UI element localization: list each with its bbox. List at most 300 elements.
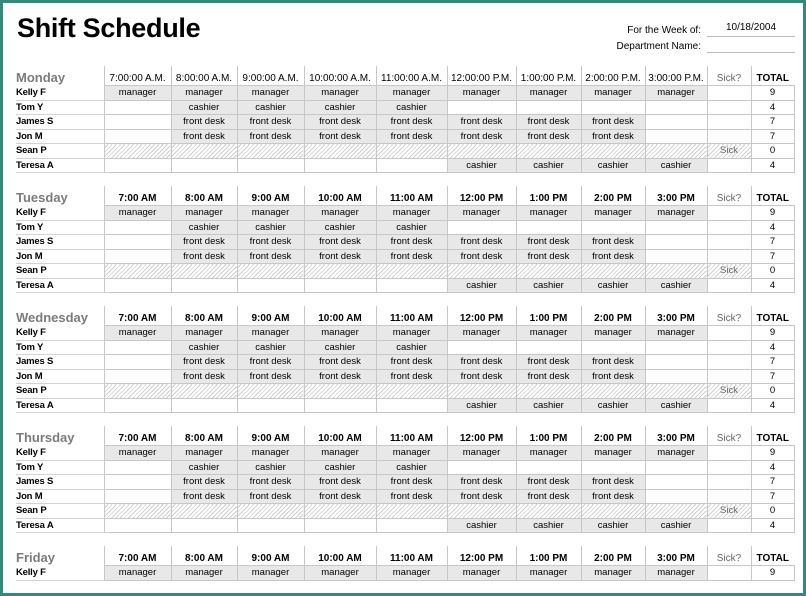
shift-cell[interactable] [304, 504, 376, 519]
employee-name: Jon M [16, 369, 104, 384]
time-header: 10:00:00 A.M. [304, 66, 376, 86]
shift-cell[interactable]: cashier [447, 398, 516, 413]
shift-cell[interactable] [581, 100, 645, 115]
shift-cell[interactable] [376, 518, 447, 533]
shift-cell[interactable] [645, 235, 707, 250]
shift-cell[interactable]: front desk [304, 115, 376, 130]
shift-cell[interactable]: cashier [376, 100, 447, 115]
shift-cell[interactable]: manager [376, 446, 447, 461]
shift-cell[interactable]: cashier [645, 518, 707, 533]
total-cell: 7 [751, 115, 794, 130]
shift-cell[interactable]: manager [645, 206, 707, 221]
shift-cell[interactable]: manager [376, 206, 447, 221]
shift-cell[interactable]: cashier [237, 220, 304, 235]
shift-cell[interactable]: front desk [447, 235, 516, 250]
sick-cell[interactable] [707, 566, 751, 581]
employee-name: Kelly F [16, 326, 104, 341]
shift-cell[interactable]: cashier [581, 158, 645, 173]
shift-cell[interactable]: manager [104, 326, 171, 341]
shift-cell[interactable]: manager [516, 566, 581, 581]
shift-cell[interactable] [171, 158, 237, 173]
shift-cell[interactable]: cashier [304, 100, 376, 115]
shift-cell[interactable]: front desk [304, 249, 376, 264]
shift-cell[interactable]: manager [376, 566, 447, 581]
shift-cell[interactable]: cashier [447, 278, 516, 293]
shift-cell[interactable] [237, 264, 304, 279]
table-row [16, 475, 794, 490]
shift-cell[interactable] [171, 504, 237, 519]
sick-cell[interactable] [707, 249, 751, 264]
employee-name: Jon M [16, 249, 104, 264]
shift-cell[interactable]: front desk [376, 475, 447, 490]
employee-name: Sean P [16, 504, 104, 519]
shift-cell[interactable]: cashier [447, 518, 516, 533]
sick-cell[interactable] [707, 489, 751, 504]
shift-cell[interactable]: manager [171, 446, 237, 461]
shift-cell[interactable] [304, 398, 376, 413]
shift-cell[interactable]: manager [304, 206, 376, 221]
shift-cell[interactable]: front desk [516, 235, 581, 250]
shift-cell[interactable]: manager [104, 86, 171, 101]
shift-cell[interactable] [171, 384, 237, 399]
shift-cell[interactable]: cashier [447, 158, 516, 173]
shift-cell[interactable] [645, 475, 707, 490]
shift-cell[interactable] [645, 220, 707, 235]
shift-cell[interactable]: front desk [171, 249, 237, 264]
shift-cell[interactable]: manager [171, 86, 237, 101]
shift-cell[interactable] [516, 460, 581, 475]
shift-cell[interactable]: manager [581, 86, 645, 101]
shift-cell[interactable]: front desk [171, 115, 237, 130]
shift-cell[interactable] [104, 100, 171, 115]
shift-cell[interactable] [581, 144, 645, 159]
shift-cell[interactable]: cashier [237, 100, 304, 115]
shift-cell[interactable]: front desk [516, 489, 581, 504]
shift-cell[interactable] [104, 460, 171, 475]
shift-cell[interactable]: cashier [516, 158, 581, 173]
time-header: 8:00:00 A.M. [171, 66, 237, 86]
sick-cell[interactable]: Sick [707, 144, 751, 159]
shift-cell[interactable] [516, 220, 581, 235]
employee-name: James S [16, 355, 104, 370]
shift-cell[interactable] [171, 278, 237, 293]
shift-cell[interactable]: front desk [447, 489, 516, 504]
shift-cell[interactable]: manager [447, 326, 516, 341]
shift-cell[interactable]: front desk [237, 115, 304, 130]
shift-cell[interactable]: front desk [304, 489, 376, 504]
shift-cell[interactable]: manager [376, 326, 447, 341]
shift-cell[interactable]: manager [581, 206, 645, 221]
shift-cell[interactable] [171, 144, 237, 159]
sick-cell[interactable]: Sick [707, 264, 751, 279]
shift-cell[interactable] [516, 504, 581, 519]
shift-cell[interactable] [581, 504, 645, 519]
shift-cell[interactable] [104, 369, 171, 384]
sick-header: Sick? [707, 306, 751, 326]
total-cell: 7 [751, 235, 794, 250]
sick-cell[interactable] [707, 129, 751, 144]
sick-cell[interactable] [707, 220, 751, 235]
shift-cell[interactable]: front desk [447, 249, 516, 264]
shift-cell[interactable]: cashier [581, 398, 645, 413]
sick-cell[interactable] [707, 446, 751, 461]
shift-cell[interactable] [304, 144, 376, 159]
shift-cell[interactable]: front desk [516, 115, 581, 130]
shift-cell[interactable]: cashier [376, 220, 447, 235]
day-spacer [16, 413, 794, 426]
sick-cell[interactable] [707, 100, 751, 115]
shift-cell[interactable]: front desk [304, 475, 376, 490]
shift-cell[interactable]: front desk [581, 115, 645, 130]
shift-cell[interactable]: manager [447, 566, 516, 581]
time-header: 12:00 PM [447, 426, 516, 446]
time-header: 7:00 AM [104, 186, 171, 206]
shift-cell[interactable]: front desk [581, 489, 645, 504]
shift-cell[interactable]: manager [516, 206, 581, 221]
shift-cell[interactable]: cashier [171, 100, 237, 115]
total-cell: 7 [751, 489, 794, 504]
shift-cell[interactable]: cashier [516, 518, 581, 533]
shift-cell[interactable]: manager [171, 566, 237, 581]
shift-cell[interactable] [447, 220, 516, 235]
total-cell: 4 [751, 518, 794, 533]
shift-cell[interactable]: front desk [304, 129, 376, 144]
shift-cell[interactable] [581, 340, 645, 355]
shift-cell[interactable]: manager [447, 446, 516, 461]
shift-cell[interactable] [516, 100, 581, 115]
sick-cell[interactable] [707, 460, 751, 475]
shift-cell[interactable]: front desk [376, 249, 447, 264]
shift-cell[interactable]: manager [237, 566, 304, 581]
shift-cell[interactable]: manager [645, 326, 707, 341]
sick-cell[interactable] [707, 355, 751, 370]
shift-cell[interactable] [304, 384, 376, 399]
shift-cell[interactable]: cashier [237, 460, 304, 475]
shift-cell[interactable]: manager [645, 86, 707, 101]
shift-cell[interactable] [376, 384, 447, 399]
shift-cell[interactable] [104, 278, 171, 293]
shift-cell[interactable]: manager [237, 86, 304, 101]
shift-cell[interactable] [645, 100, 707, 115]
shift-cell[interactable] [171, 518, 237, 533]
shift-cell[interactable] [104, 249, 171, 264]
shift-cell[interactable]: cashier [516, 278, 581, 293]
shift-cell[interactable] [645, 489, 707, 504]
shift-cell[interactable]: front desk [237, 489, 304, 504]
time-header: 8:00 AM [171, 426, 237, 446]
shift-cell[interactable] [104, 235, 171, 250]
shift-cell[interactable] [645, 129, 707, 144]
sick-cell[interactable] [707, 475, 751, 490]
shift-cell[interactable] [171, 398, 237, 413]
shift-cell[interactable] [516, 264, 581, 279]
time-header: 12:00:00 P.M. [447, 66, 516, 86]
shift-cell[interactable] [447, 504, 516, 519]
sick-cell[interactable] [707, 278, 751, 293]
shift-cell[interactable] [376, 264, 447, 279]
sick-cell[interactable] [707, 398, 751, 413]
department-field[interactable] [707, 38, 795, 53]
shift-cell[interactable] [376, 278, 447, 293]
shift-cell[interactable] [237, 158, 304, 173]
day-name: Tuesday [16, 189, 68, 205]
shift-cell[interactable]: front desk [376, 489, 447, 504]
shift-cell[interactable] [447, 144, 516, 159]
shift-cell[interactable]: front desk [171, 475, 237, 490]
time-header: 9:00 AM [237, 186, 304, 206]
shift-cell[interactable] [237, 384, 304, 399]
time-header: 3:00 PM [645, 426, 707, 446]
shift-cell[interactable]: manager [171, 326, 237, 341]
shift-cell[interactable]: manager [516, 446, 581, 461]
shift-cell[interactable] [376, 158, 447, 173]
shift-cell[interactable]: front desk [171, 355, 237, 370]
shift-cell[interactable]: manager [104, 566, 171, 581]
shift-cell[interactable] [645, 144, 707, 159]
shift-cell[interactable]: manager [581, 326, 645, 341]
day-spacer [16, 533, 794, 546]
shift-cell[interactable] [104, 489, 171, 504]
sick-cell[interactable] [707, 86, 751, 101]
shift-cell[interactable] [645, 340, 707, 355]
shift-cell[interactable] [447, 460, 516, 475]
shift-cell[interactable]: front desk [516, 475, 581, 490]
time-header: 11:00 AM [376, 426, 447, 446]
shift-cell[interactable] [645, 384, 707, 399]
shift-cell[interactable] [237, 398, 304, 413]
table-row [16, 518, 794, 533]
shift-cell[interactable] [516, 144, 581, 159]
shift-cell[interactable]: manager [237, 326, 304, 341]
shift-cell[interactable]: manager [171, 206, 237, 221]
shift-cell[interactable]: front desk [581, 235, 645, 250]
shift-cell[interactable] [447, 340, 516, 355]
shift-cell[interactable]: cashier [304, 220, 376, 235]
shift-cell[interactable] [376, 398, 447, 413]
shift-cell[interactable] [304, 518, 376, 533]
shift-cell[interactable]: cashier [645, 398, 707, 413]
shift-cell[interactable]: front desk [376, 115, 447, 130]
shift-cell[interactable]: cashier [376, 460, 447, 475]
shift-cell[interactable] [237, 278, 304, 293]
shift-cell[interactable]: front desk [237, 369, 304, 384]
shift-cell[interactable] [104, 129, 171, 144]
shift-cell[interactable] [104, 475, 171, 490]
shift-cell[interactable]: manager [447, 206, 516, 221]
shift-cell[interactable]: cashier [581, 278, 645, 293]
table-row [16, 384, 794, 399]
shift-cell[interactable] [104, 355, 171, 370]
shift-cell[interactable]: front desk [447, 115, 516, 130]
shift-cell[interactable]: cashier [171, 460, 237, 475]
shift-cell[interactable]: front desk [376, 235, 447, 250]
sick-cell[interactable] [707, 206, 751, 221]
shift-cell[interactable] [104, 398, 171, 413]
shift-cell[interactable] [104, 518, 171, 533]
shift-cell[interactable]: cashier [171, 220, 237, 235]
shift-cell[interactable]: front desk [447, 129, 516, 144]
shift-cell[interactable]: front desk [516, 249, 581, 264]
sick-cell[interactable] [707, 340, 751, 355]
shift-cell[interactable] [645, 264, 707, 279]
shift-cell[interactable]: cashier [581, 518, 645, 533]
shift-cell[interactable]: front desk [447, 355, 516, 370]
shift-cell[interactable] [581, 220, 645, 235]
shift-cell[interactable]: front desk [376, 129, 447, 144]
total-cell: 9 [751, 446, 794, 461]
shift-cell[interactable] [171, 264, 237, 279]
shift-cell[interactable]: manager [581, 446, 645, 461]
sick-cell[interactable]: Sick [707, 504, 751, 519]
shift-cell[interactable] [447, 264, 516, 279]
time-header: 9:00:00 A.M. [237, 66, 304, 86]
time-header: 7:00 AM [104, 306, 171, 326]
shift-cell[interactable]: front desk [237, 235, 304, 250]
shift-cell[interactable] [304, 264, 376, 279]
shift-cell[interactable]: front desk [171, 235, 237, 250]
shift-cell[interactable] [645, 249, 707, 264]
table-row [16, 355, 794, 370]
shift-cell[interactable]: manager [304, 326, 376, 341]
shift-cell[interactable]: front desk [516, 369, 581, 384]
shift-cell[interactable]: front desk [447, 475, 516, 490]
shift-cell[interactable]: front desk [171, 489, 237, 504]
total-cell: 9 [751, 326, 794, 341]
sick-cell[interactable] [707, 235, 751, 250]
shift-cell[interactable] [645, 115, 707, 130]
shift-cell[interactable] [104, 264, 171, 279]
table-row [16, 460, 794, 475]
shift-cell[interactable]: cashier [376, 340, 447, 355]
sick-cell[interactable]: Sick [707, 384, 751, 399]
week-field[interactable]: 10/18/2004 [707, 22, 795, 37]
sick-cell[interactable] [707, 518, 751, 533]
shift-cell[interactable]: manager [645, 446, 707, 461]
table-row [16, 220, 794, 235]
shift-cell[interactable]: front desk [581, 129, 645, 144]
shift-cell[interactable]: manager [447, 86, 516, 101]
shift-cell[interactable]: manager [104, 446, 171, 461]
shift-cell[interactable]: manager [516, 326, 581, 341]
time-header: 1:00 PM [516, 306, 581, 326]
shift-cell[interactable]: front desk [237, 355, 304, 370]
sick-cell[interactable] [707, 158, 751, 173]
sick-cell[interactable] [707, 369, 751, 384]
shift-cell[interactable]: front desk [304, 355, 376, 370]
shift-cell[interactable] [104, 220, 171, 235]
shift-cell[interactable]: front desk [237, 475, 304, 490]
shift-cell[interactable] [376, 144, 447, 159]
employee-name: Sean P [16, 264, 104, 279]
shift-cell[interactable] [516, 384, 581, 399]
day-table-tuesday [16, 186, 795, 293]
shift-cell[interactable]: manager [304, 86, 376, 101]
time-header: 8:00 AM [171, 306, 237, 326]
shift-cell[interactable]: front desk [581, 475, 645, 490]
shift-cell[interactable]: front desk [581, 249, 645, 264]
shift-cell[interactable] [104, 115, 171, 130]
shift-cell[interactable] [581, 264, 645, 279]
employee-name: Jon M [16, 129, 104, 144]
shift-cell[interactable] [104, 158, 171, 173]
shift-cell[interactable]: front desk [581, 369, 645, 384]
total-header: TOTAL [751, 426, 794, 446]
shift-cell[interactable] [104, 144, 171, 159]
shift-cell[interactable] [516, 340, 581, 355]
total-header: TOTAL [751, 66, 794, 86]
day-name: Wednesday [16, 309, 89, 325]
shift-cell[interactable]: front desk [304, 235, 376, 250]
shift-cell[interactable] [104, 340, 171, 355]
shift-cell[interactable]: front desk [447, 369, 516, 384]
shift-cell[interactable] [645, 504, 707, 519]
shift-cell[interactable] [304, 158, 376, 173]
shift-cell[interactable] [447, 384, 516, 399]
shift-cell[interactable]: front desk [237, 129, 304, 144]
shift-cell[interactable]: manager [237, 446, 304, 461]
shift-cell[interactable] [581, 384, 645, 399]
time-header: 12:00 PM [447, 546, 516, 566]
shift-cell[interactable] [237, 518, 304, 533]
shift-cell[interactable] [447, 100, 516, 115]
time-header: 2:00 PM [581, 186, 645, 206]
employee-name: Kelly F [16, 566, 104, 581]
shift-cell[interactable]: front desk [581, 355, 645, 370]
total-cell: 7 [751, 475, 794, 490]
table-row [16, 158, 794, 173]
shift-cell[interactable] [376, 504, 447, 519]
shift-cell[interactable]: front desk [376, 355, 447, 370]
employee-name: Kelly F [16, 446, 104, 461]
shift-cell[interactable] [237, 504, 304, 519]
shift-cell[interactable]: cashier [304, 340, 376, 355]
shift-cell[interactable]: manager [304, 566, 376, 581]
shift-cell[interactable]: cashier [171, 340, 237, 355]
sick-cell[interactable] [707, 115, 751, 130]
shift-cell[interactable]: manager [104, 206, 171, 221]
shift-cell[interactable]: manager [516, 86, 581, 101]
shift-cell[interactable]: cashier [645, 278, 707, 293]
table-row [16, 206, 794, 221]
shift-cell[interactable]: manager [237, 206, 304, 221]
shift-cell[interactable] [645, 369, 707, 384]
shift-cell[interactable]: cashier [237, 340, 304, 355]
shift-cell[interactable]: manager [581, 566, 645, 581]
sick-cell[interactable] [707, 326, 751, 341]
shift-cell[interactable] [237, 144, 304, 159]
shift-cell[interactable] [104, 384, 171, 399]
shift-cell[interactable]: front desk [171, 129, 237, 144]
shift-cell[interactable]: front desk [516, 355, 581, 370]
shift-cell[interactable]: front desk [304, 369, 376, 384]
shift-cell[interactable] [104, 504, 171, 519]
shift-cell[interactable]: front desk [237, 249, 304, 264]
shift-cell[interactable]: cashier [516, 398, 581, 413]
shift-cell[interactable]: cashier [645, 158, 707, 173]
shift-cell[interactable]: manager [304, 446, 376, 461]
shift-cell[interactable]: front desk [171, 369, 237, 384]
shift-cell[interactable] [645, 355, 707, 370]
shift-cell[interactable]: front desk [376, 369, 447, 384]
time-header: 11:00 AM [376, 306, 447, 326]
shift-cell[interactable]: manager [376, 86, 447, 101]
shift-cell[interactable] [304, 278, 376, 293]
shift-cell[interactable]: manager [645, 566, 707, 581]
shift-cell[interactable] [645, 460, 707, 475]
shift-cell[interactable] [581, 460, 645, 475]
shift-cell[interactable]: cashier [304, 460, 376, 475]
shift-cell[interactable]: front desk [516, 129, 581, 144]
